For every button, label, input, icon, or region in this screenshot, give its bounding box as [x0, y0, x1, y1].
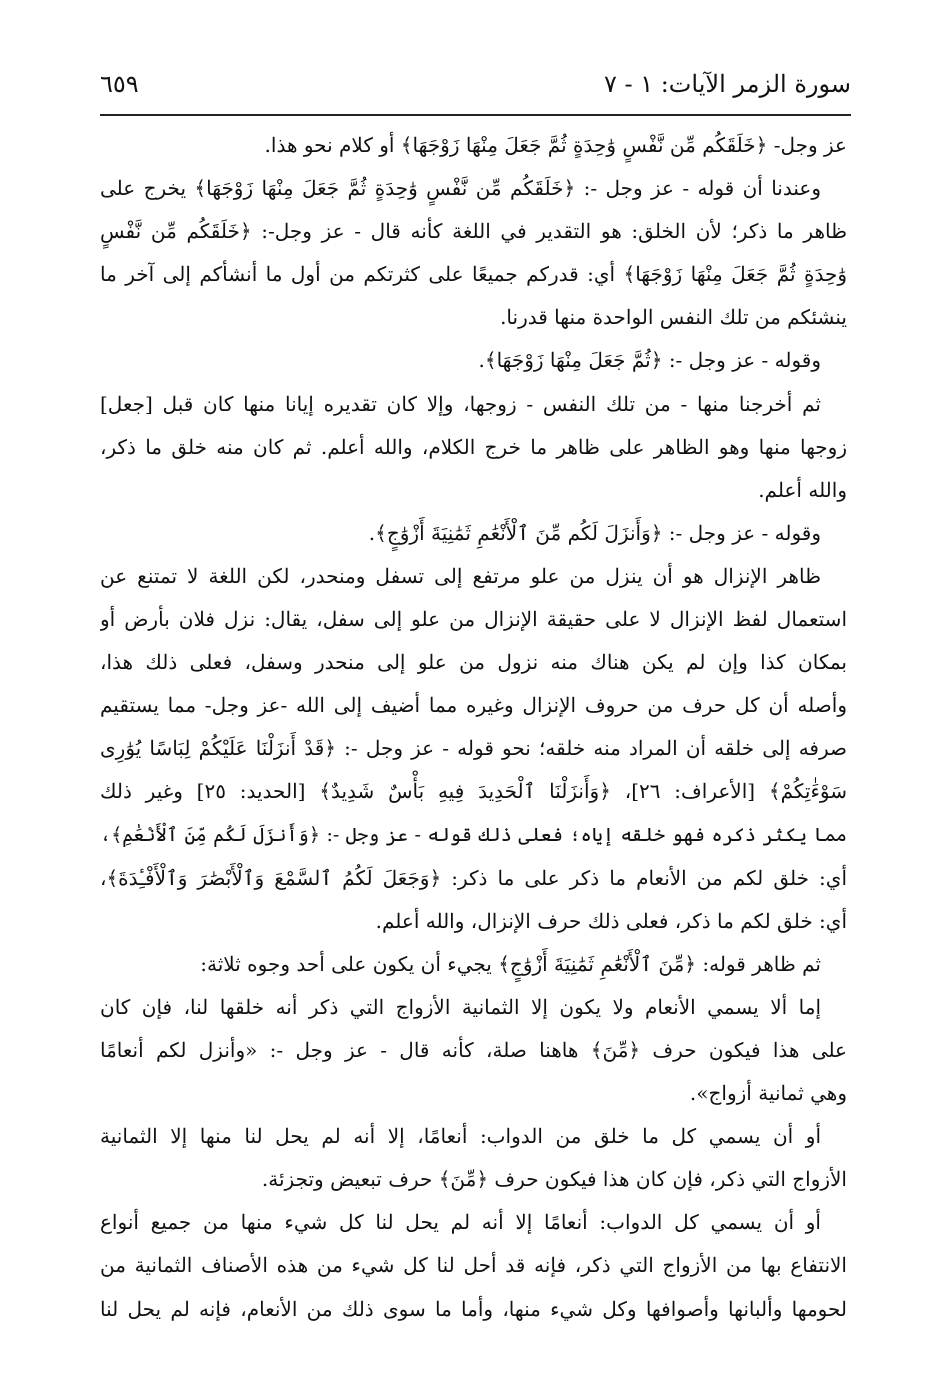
main-text [100, 124, 847, 1331]
page-number: ٦٥٩ [100, 70, 139, 98]
text-line: سَوْءَٰتِكُمْ﴾ [الأعراف: ٢٦]، ﴿وَأَنزَلْنَا ٱلْحَدِيدَ فِيهِ بَأْسٌ شَدِيدٌ﴾ [الحديد: ٢٥] وغير ذلك [100, 779, 847, 804]
text-line: ثم أخرجنا منها - من تلك النفس - زوجها، وإلا كان تقديره إيانا منها كان قبل [جعل] [100, 391, 821, 416]
header-divider [100, 114, 851, 116]
text-line: إما ألا يسمي الأنعام ولا يكون إلا الثمانية الأزواج التي ذكر أنه خلقها لنا، فإن كان [100, 994, 822, 1019]
text-line: صرفه إلى خلقه أن المراد منه خلقه؛ نحو قوله - عز وجل -: ﴿قَدْ أَنزَلْنَا عَلَيْكُمْ لِبَاسًا يُوَٰرِى [100, 736, 847, 761]
text-line: ثم ظاهر قوله: ﴿مِّنَ ٱلْأَنْعَٰمِ ثَمَٰنِيَةَ أَزْوَٰجٍ﴾ يجيء أن يكون على أحد وجوه ثلاثة: [200, 951, 821, 976]
text-line: والله أعلم. [758, 477, 847, 502]
text-line: عز وجل- ﴿خَلَقَكُم مِّن نَّفْسٍ وَٰحِدَةٍ ثُمَّ جَعَلَ مِنْهَا زَوْجَهَا﴾ أو كلام نحو هذا. [264, 133, 847, 157]
page-header [100, 66, 851, 106]
text-line: أي: خلق لكم من الأنعام ما ذكر على ما ذكر: ﴿وَجَعَلَ لَكُمُ ٱلسَّمْعَ وَٱلْأَبْصَٰرَ وَٱلْأَفْـِٔدَةَ﴾، [100, 865, 847, 890]
text-line: وَٰحِدَةٍ ثُمَّ جَعَلَ مِنْهَا زَوْجَهَا﴾ أي: قدركم جميعًا على كثرتكم من أول ما أنشأكم إلى آخر ما [100, 262, 847, 287]
text-line: على هذا فيكون حرف ﴿مِّنَ﴾ هاهنا صلة، كأنه قال - عز وجل -: «وأنزل لكم أنعامًا [100, 1037, 847, 1062]
text-line: وقوله - عز وجل -: ﴿وَأَنزَلَ لَكُم مِّنَ ٱلْأَنْعَٰمِ ثَمَٰنِيَةَ أَزْوَٰجٍ﴾. [368, 520, 821, 545]
text-line: الانتفاع بها من الأزواج التي ذكر، فإنه قد أحل لنا كل شيء من هذه الأصناف الثمانية من [100, 1253, 847, 1278]
text-line: أو أن يسمي كل الدواب: أنعامًا إلا أنه لم يحل لنا كل شيء منها من جميع أنواع [100, 1210, 821, 1235]
text-line: مما يكثر ذكره فهو خلقه إياه؛ فعلى ذلك قوله - عز وجل -: ﴿وَأَنزَلَ لَكُم مِّنَ ٱلْأَنْعَٰمِ﴾، [100, 823, 847, 846]
text-line: ظاهر الإنزال هو أن ينزل من علو مرتفع إلى تسفل ومنحدر، لكن اللغة لا تمتنع عن [100, 563, 821, 588]
text-line: وهي ثمانية أزواج». [689, 1081, 847, 1106]
running-title: سورة الزمر الآيات: ١ - ٧ [603, 70, 851, 98]
text-line: زوجها منها وهو الظاهر على ظاهر ما خرج الكلام، والله أعلم. ثم كان منه خلق ما ذكر، [100, 434, 847, 459]
text-line: وعندنا أن قوله - عز وجل -: ﴿خَلَقَكُم مِّن نَّفْسٍ وَٰحِدَةٍ ثُمَّ جَعَلَ مِنْهَا زَوْجَهَا﴾ يخرج على [100, 176, 821, 201]
text-line: وقوله - عز وجل -: ﴿ثُمَّ جَعَلَ مِنْهَا زَوْجَهَا﴾. [478, 348, 821, 373]
text-line: أي: خلق لكم ما ذكر، فعلى ذلك حرف الإنزال، والله أعلم. [375, 908, 847, 933]
text-line: ظاهر ما ذكر؛ لأن الخلق: هو التقدير في اللغة كأنه قال - عز وجل-: ﴿خَلَقَكُم مِّن نَّفْسٍ [100, 219, 847, 244]
text-line: وأصله أن كل حرف من حروف الإنزال وغيره مما أضيف إلى الله -عز وجل- مما يستقيم [100, 693, 847, 718]
text-line: لحومها وألبانها وأصوافها وكل شيء منها، وأما ما سوى ذلك من الأنعام، فإنه لم يحل لنا [100, 1296, 847, 1321]
text-line: أو أن يسمي كل ما خلق من الدواب: أنعامًا، إلا أنه لم يحل لنا منها إلا الثمانية [100, 1124, 821, 1149]
text-line: بمكان كذا وإن لم يكن هناك منه نزول من علو إلى منحدر وسفل، فعلى ذلك هذا، [100, 650, 847, 675]
text-line: ينشئكم من تلك النفس الواحدة منها قدرنا. [500, 305, 847, 330]
text-line: استعمال لفظ الإنزال لا على حقيقة الإنزال من علو إلى سفل، يقال: نزل فلان بأرض أو [100, 607, 847, 632]
text-line: الأزواج التي ذكر، فإن كان هذا فيكون حرف ﴿مِّنَ﴾ حرف تبعيض وتجزئة. [261, 1167, 847, 1192]
